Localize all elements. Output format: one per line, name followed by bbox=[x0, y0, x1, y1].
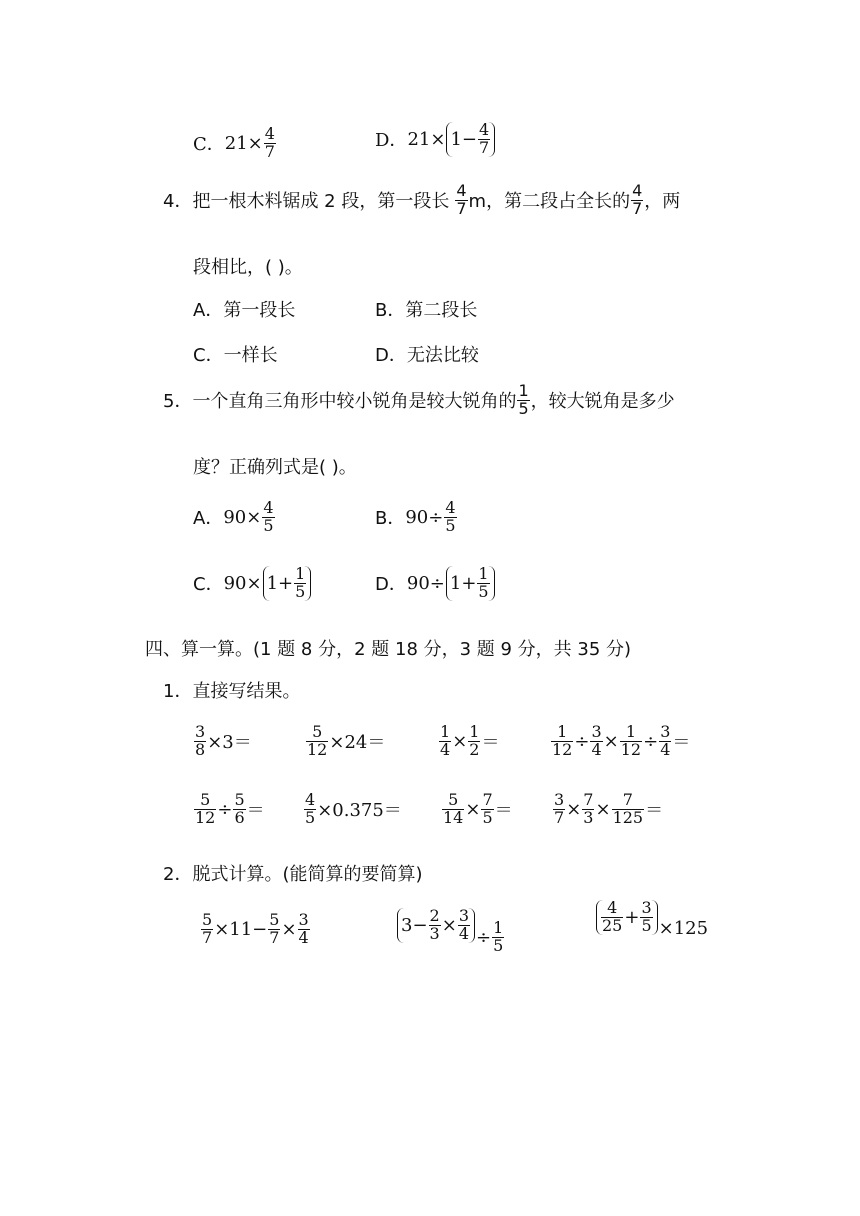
fraction: $\frac{3}{7}$ bbox=[554, 790, 565, 827]
section-heading: 四、算一算。(1 题 8 分，2 题 18 分，3 题 9 分，共 35 分) bbox=[145, 639, 632, 660]
fraction: $\frac{5}{6}$ bbox=[234, 790, 245, 827]
fraction: $\frac{4}{25}$ bbox=[602, 898, 623, 935]
part-1-title: 1．直接写结果。 bbox=[163, 681, 301, 702]
q5-option-d: D． 90÷ 1+ $\frac{1}{5}$ bbox=[375, 566, 496, 601]
direct-expr-6: $\frac{4}{5}$ ×0.375＝ bbox=[305, 790, 402, 827]
direct-expr-5: $\frac{5}{12}$ ÷ $\frac{5}{6}$ ＝ bbox=[195, 790, 265, 827]
stepwise-expr-3: $\frac{4}{25}$ + $\frac{3}{5}$ ×125 bbox=[595, 896, 708, 939]
fraction: $\frac{4}{5}$ bbox=[263, 498, 274, 535]
direct-expr-1: $\frac{3}{8}$ ×3＝ bbox=[195, 722, 252, 759]
fraction: $\frac{7}{5}$ bbox=[482, 790, 493, 827]
option-label: D． bbox=[375, 130, 408, 152]
parenthesis-group: 1+ $\frac{1}{5}$ bbox=[446, 566, 495, 601]
q5-option-b: B． 90÷ $\frac{4}{5}$ bbox=[375, 498, 456, 535]
fraction: $\frac{1}{2}$ bbox=[469, 722, 480, 759]
q4-option-c: C．一样长 bbox=[193, 345, 278, 366]
fraction: $\frac{1}{5}$ bbox=[493, 918, 504, 955]
fraction: $\frac{1}{5}$ bbox=[295, 564, 306, 601]
fraction: $\frac{5}{7}$ bbox=[269, 910, 280, 947]
stepwise-expr-2: 3− $\frac{2}{3}$ × $\frac{3}{4}$ ÷ $\frac{1}{5}$ bbox=[396, 896, 505, 955]
parenthesis-group: 1− $\frac{4}{7}$ bbox=[446, 122, 495, 157]
q3-option-d: D． 21× 1− $\frac{4}{7}$ bbox=[375, 122, 496, 157]
parenthesis-group: 1+ $\frac{1}{5}$ bbox=[263, 566, 312, 601]
question-number: 5． bbox=[163, 391, 193, 413]
direct-expr-2: $\frac{5}{12}$ ×24＝ bbox=[307, 722, 386, 759]
parenthesis-group: $\frac{4}{25}$ + $\frac{3}{5}$ bbox=[596, 900, 658, 935]
fraction: $\frac{3}{4}$ bbox=[591, 722, 602, 759]
parenthesis-group: 3− $\frac{2}{3}$ × $\frac{3}{4}$ bbox=[397, 908, 475, 943]
fraction: $\frac{1}{5}$ bbox=[518, 381, 529, 418]
fraction: $\frac{3}{5}$ bbox=[641, 898, 652, 935]
question-number: 4． bbox=[163, 191, 193, 213]
fraction: $\frac{3}{4}$ bbox=[458, 906, 470, 943]
fraction: $\frac{4}{7}$ bbox=[632, 181, 643, 218]
fraction: $\frac{3}{4}$ bbox=[660, 722, 671, 759]
question-5-line2: 度？正确列式是( )。 bbox=[193, 457, 357, 478]
fraction: $\frac{5}{12}$ bbox=[307, 722, 328, 759]
option-label: C． bbox=[193, 134, 225, 156]
fraction: $\frac{2}{3}$ bbox=[429, 906, 440, 943]
fraction: $\frac{4}{7}$ bbox=[264, 124, 275, 161]
stepwise-expr-1: $\frac{5}{7}$ ×11− $\frac{5}{7}$ × $\frac{3}{4}$ bbox=[202, 910, 309, 947]
fraction: $\frac{3}{4}$ bbox=[298, 910, 309, 947]
question-5: 5． 一个直角三角形中较小锐角是较大锐角的 $\frac{1}{5}$ ，较大锐角是多少 bbox=[163, 381, 675, 418]
fraction: $\frac{4}{7}$ bbox=[456, 181, 467, 218]
fraction: $\frac{4}{5}$ bbox=[305, 790, 316, 827]
fraction: $\frac{4}{5}$ bbox=[445, 498, 456, 535]
question-4-line2: 段相比，( )。 bbox=[193, 257, 303, 278]
q4-option-a: A．第一段长 bbox=[193, 300, 296, 321]
fraction: $\frac{5}{14}$ bbox=[443, 790, 464, 827]
fraction: $\frac{5}{7}$ bbox=[202, 910, 213, 947]
direct-expr-3: $\frac{1}{4}$ × $\frac{1}{2}$ ＝ bbox=[440, 722, 500, 759]
direct-expr-4: $\frac{1}{12}$ ÷ $\frac{3}{4}$ × $\frac{1}{12}$ ÷ $\frac{3}{4}$ ＝ bbox=[552, 722, 691, 759]
fraction: $\frac{1}{12}$ bbox=[620, 722, 642, 759]
fraction: $\frac{7}{3}$ bbox=[583, 790, 594, 827]
fraction: $\frac{1}{5}$ bbox=[478, 564, 489, 601]
fraction: $\frac{7}{125}$ bbox=[612, 790, 644, 827]
q5-option-a: A． 90× $\frac{4}{5}$ bbox=[193, 498, 274, 535]
part-2-title: 2．脱式计算。(能简算的要简算) bbox=[163, 864, 423, 885]
question-4: 4． 把一根木料锯成 2 段，第一段长 $\frac{4}{7}$ m，第二段占全长的 $\frac{4}{7}$ ，两 bbox=[163, 181, 681, 218]
fraction: $\frac{1}{4}$ bbox=[440, 722, 451, 759]
fraction: $\frac{4}{7}$ bbox=[478, 120, 490, 157]
direct-expr-8: $\frac{3}{7}$ × $\frac{7}{3}$ × $\frac{7}{125}$ ＝ bbox=[554, 790, 664, 827]
fraction: $\frac{3}{8}$ bbox=[195, 722, 206, 759]
q4-option-b: B．第二段长 bbox=[375, 300, 478, 321]
q5-option-c: C． 90× 1+ $\frac{1}{5}$ bbox=[193, 566, 312, 601]
q4-option-d: D．无法比较 bbox=[375, 345, 479, 366]
fraction: $\frac{1}{12}$ bbox=[552, 722, 573, 759]
direct-expr-7: $\frac{5}{14}$ × $\frac{7}{5}$ ＝ bbox=[443, 790, 513, 827]
fraction: $\frac{5}{12}$ bbox=[195, 790, 216, 827]
q3-option-c: C． 21× $\frac{4}{7}$ bbox=[193, 124, 275, 161]
